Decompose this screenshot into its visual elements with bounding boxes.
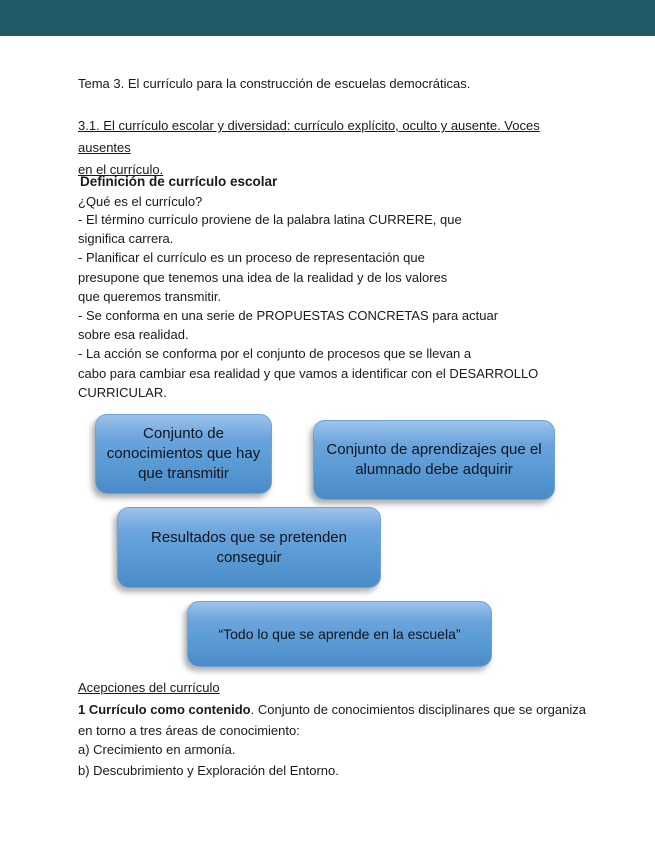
body-line: - Se conforma en una serie de PROPUESTAS CONCRETAS para actuar	[78, 307, 499, 323]
body-line: sobre esa realidad.	[78, 327, 189, 343]
item1-paragraph	[78, 699, 586, 741]
body-line: - El término currículo proviene de la palabra latina CURRERE, que	[78, 212, 462, 227]
definition-heading: Definición de currículo escolar	[80, 174, 278, 189]
callout-box-resultados	[117, 507, 381, 588]
question-line: ¿Qué es el currículo?	[78, 194, 203, 209]
top-bar	[0, 0, 655, 36]
callout-box-label: Conjunto de conocimientos que hay que transmitir	[106, 425, 261, 482]
callout-box-todo-escuela	[187, 601, 492, 667]
callout-box-label: Conjunto de aprendizajes que el alumnado debe adquirir	[326, 441, 542, 478]
body-line: significa carrera.	[78, 231, 174, 247]
body-line: presupone que tenemos una idea de la realidad y de los valores	[78, 269, 448, 285]
item1-bold-label: 1 Currículo como contenido	[78, 702, 251, 717]
item1-rest-text: . Conjunto de conocimientos disciplinares que se organiza en torno a tres áreas de conocimiento:	[78, 702, 586, 738]
acepciones-heading: Acepciones del currículo	[78, 680, 220, 695]
item-b-line: b) Descubrimiento y Exploración del Entorno.	[78, 763, 339, 778]
body-line: - La acción se conforma por el conjunto de procesos que se llevan a	[78, 346, 472, 362]
callout-box-conocimientos	[95, 414, 272, 494]
body-line: que queremos transmitir.	[78, 288, 222, 304]
body-line: CURRICULAR.	[78, 384, 167, 400]
document-title: Tema 3. El currículo para la construcción de escuelas democráticas.	[78, 76, 471, 91]
callout-box-aprendizajes	[313, 420, 555, 500]
section-heading-line2: en el currículo.	[78, 162, 164, 177]
item-a-line: a) Crecimiento en armonía.	[78, 742, 236, 757]
section-heading-line1: 3.1. El currículo escolar y diversidad: currículo explícito, oculto y ausente. Voces ausentes	[78, 118, 540, 155]
callout-box-label: Resultados que se pretenden conseguir	[151, 528, 347, 566]
callout-box-label: “Todo lo que se aprende en la escuela”	[218, 626, 461, 642]
body-paragraphs	[78, 210, 598, 402]
body-line: - Planificar el currículo es un proceso de representación que	[78, 250, 425, 266]
body-line: cabo para cambiar esa realidad y que vamos a identificar con el DESARROLLO	[78, 365, 539, 381]
